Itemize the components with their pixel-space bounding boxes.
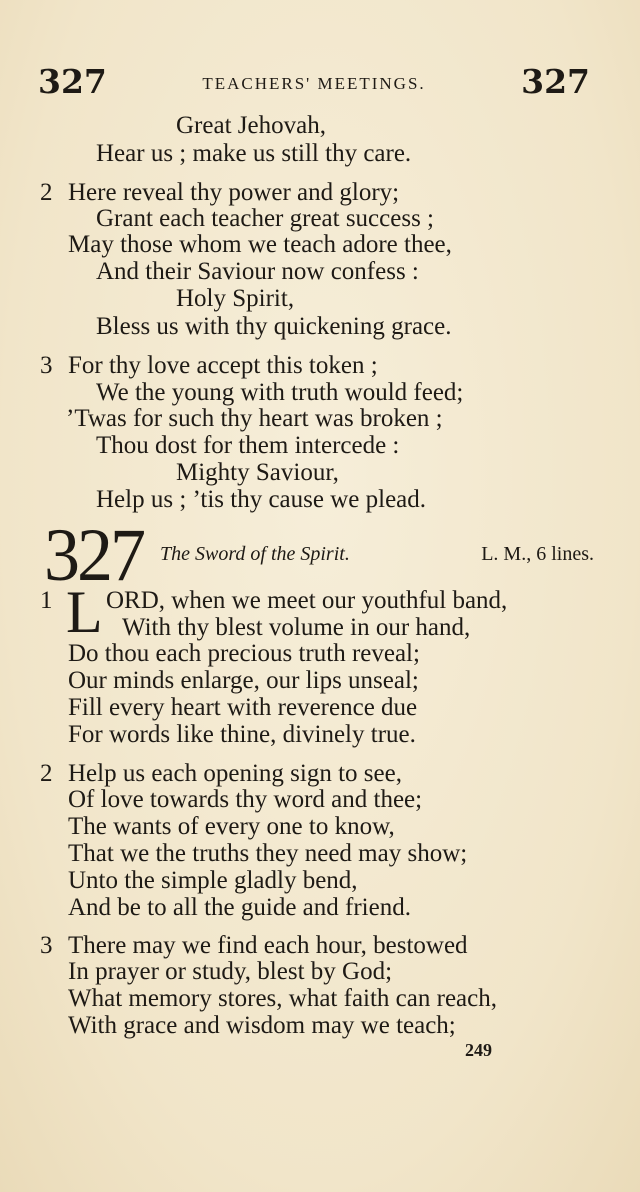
verse-line: Great Jehovah, (176, 112, 326, 139)
header-title: TEACHERS' MEETINGS. (202, 74, 426, 93)
verse-line: Grant each teacher great success ; (96, 205, 435, 232)
hymn-meter: L. M., 6 lines. (481, 543, 594, 565)
verse-line: The wants of every one to know, (68, 813, 395, 840)
hymn-number: 327 (44, 512, 143, 597)
verse-line: Unto the simple gladly bend, (68, 867, 358, 894)
verse-line: Fill every heart with reverence due (68, 694, 418, 721)
verse-line: Of love towards thy word and thee; (68, 786, 423, 813)
page-number: 249 (465, 1040, 492, 1060)
verse-line: And be to all the guide and friend. (68, 894, 411, 921)
verse-line: For words like thine, divinely true. (68, 721, 416, 748)
verse-line: That we the truths they need may show; (68, 840, 468, 867)
verse-line: There may we find each hour, bestowed (68, 932, 468, 959)
running-header (38, 62, 590, 102)
hymn-heading (44, 512, 594, 597)
verse-line: We the young with truth would feed; (96, 379, 464, 406)
verse-line: May those whom we teach adore thee, (68, 231, 452, 258)
verse-line: Our minds enlarge, our lips unseal; (68, 667, 419, 694)
header-hymn-number-left: 327 (38, 62, 107, 101)
verse-line: With thy blest volume in our hand, (122, 614, 471, 641)
hymn-title: The Sword of the Spirit. (160, 543, 350, 565)
verse-line: What memory stores, what faith can reach, (68, 985, 497, 1012)
verse-line: In prayer or study, blest by God; (68, 958, 393, 985)
verse-line: Do thou each precious truth reveal; (68, 640, 420, 667)
verse-line: Help us ; ’tis thy cause we plead. (96, 486, 427, 513)
verse-line: Bless us with thy quickening grace. (96, 313, 452, 340)
verse-line: ORD, when we meet our youthful band, (106, 587, 508, 614)
verse-line: Holy Spirit, (176, 285, 295, 312)
header-hymn-number-right: 327 (521, 62, 590, 101)
verse-line: Help us each opening sign to see, (68, 760, 402, 787)
verse-line: And their Saviour now confess : (96, 258, 419, 285)
verse-line: Thou dost for them intercede : (96, 432, 400, 459)
verse-number: 2 (40, 179, 53, 206)
verse-line: Hear us ; make us still thy care. (96, 140, 412, 167)
verse-number: 1 (40, 587, 53, 614)
verse-line: Mighty Saviour, (176, 459, 339, 486)
verse-line: Here reveal thy power and glory; (68, 179, 400, 206)
verse-line: For thy love accept this token ; (68, 352, 378, 379)
drop-cap: L (66, 579, 103, 645)
verse-number: 2 (40, 760, 53, 787)
verse-number: 3 (40, 352, 53, 379)
verse-line: ’Twas for such thy heart was broken ; (66, 405, 443, 432)
verse-line: With grace and wisdom may we teach; (68, 1012, 456, 1039)
verse-number: 3 (40, 932, 53, 959)
